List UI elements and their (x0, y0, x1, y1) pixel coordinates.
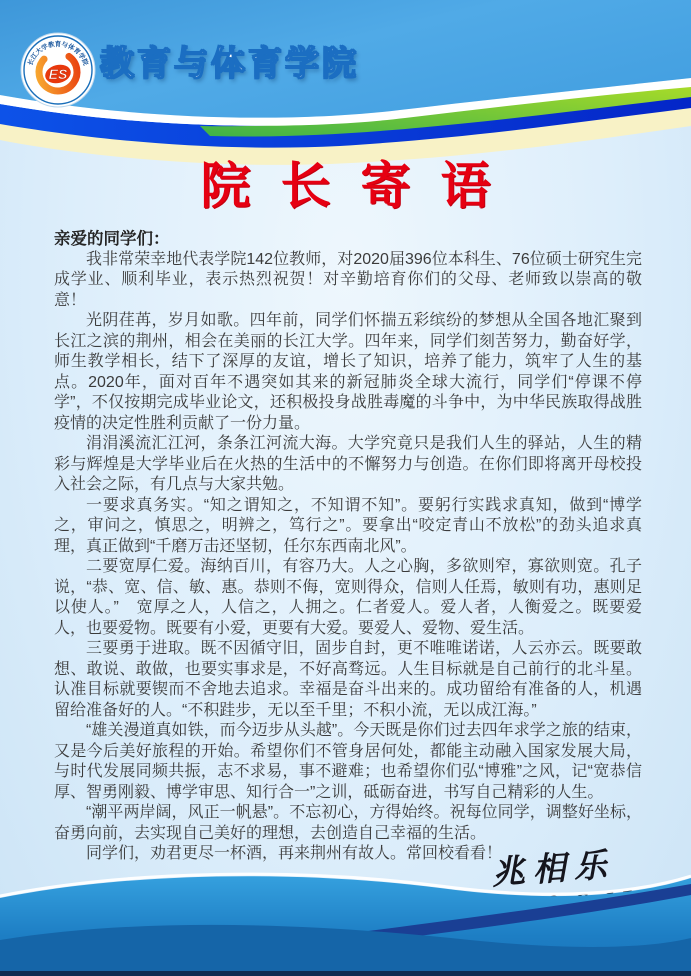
letter-body (54, 229, 642, 865)
salutation: 亲爱的同学们： (54, 230, 170, 248)
paragraph: 涓涓溪流汇江河，条条江河流大海。大学究竟只是我们人生的驿站，人生的精彩与辉煌是大学毕业后在火热的生活中的不懈努力与创造。在你们即将离开母校投入社会之际，有几点与大家共勉。 (54, 435, 642, 493)
paragraph: 我非常荣幸地代表学院142位教师，对2020届396位本科生、76位硕士研究生完成学业、顺利毕业，表示热烈祝贺！对辛勤培育你们的父母、老师致以崇高的敬意！ (54, 250, 642, 309)
paragraph: “雄关漫道真如铁，而今迈步从头越”。今天既是你们过去四年求学之旅的结束，又是今后美好旅程的开始。希望你们不管身居何处，都能主动融入国家发展大局，与时代发展同频共振，志不求易，事不避难；也希望你们弘“博雅”之风，记“宽恭信厚、智勇刚毅、博学审思、知行合一”之训，砥砺奋进，书写自己精彩的人生。 (54, 722, 642, 801)
page-title: 院长寄语 (200, 156, 521, 215)
paragraph: 同学们，劝君更尽一杯酒，再来荆州有故人。常回校看看！ (86, 845, 503, 862)
paragraph: 一要求真务实。“知之谓知之，不知谓不知”。要躬行实践求真知，做到“博学之，审问之，慎思之，明辨之，笃行之”。要拿出“咬定青山不放松”的劲头追求真理，真正做到“千磨万击还坚韧，任尔东西南北风”。 (54, 496, 642, 555)
footer-waves (0, 864, 691, 976)
paragraph: “潮平两岸阔，风正一帆悬”。不忘初心，方得始终。祝每位同学，调整好坐标，奋勇向前，去实现自己美好的理想，去创造自己幸福的生活。 (54, 804, 642, 842)
school-name: 教育与体育学院 (100, 45, 359, 83)
paragraph: 光阴荏苒，岁月如歌。四年前，同学们怀揣五彩缤纷的梦想从全国各地汇聚到长江之滨的荆州，相会在美丽的长江大学。四年来，同学们刻苦努力，勤奋好学，师生教学相长，结下了深厚的友谊，增长了知识，培养了能力，筑牢了人生的基点。2020年，面对百年不遇突如其来的新冠肺炎全球大流行，同学们“停课不停学”，不仅按期完成毕业论文，还积极投身战胜毒魔的斗争中，为中华民族取得战胜疫情的决定性胜利贡献了一份力量。 (54, 312, 642, 432)
logo-es-text: ES (48, 66, 68, 82)
paragraph: 三要勇于进取。既不因循守旧，固步自封，更不唯唯诺诺，人云亦云。既要敢想、敢说、敢做，也要实事求是，不好高骛远。人生目标就是自己前行的北斗星。认准目标就要锲而不舍地去追求。幸福是奋斗出来的。成功留给有准备的人，机遇留给准备好的人。“不积跬步，无以至千里；不积小流，无以成江海。” (54, 640, 642, 719)
signature-name: 兆相乐 (489, 844, 616, 893)
college-logo (20, 32, 96, 108)
logo-ring-text: 长江大学教育与体育学院 (27, 41, 89, 67)
paragraph: 二要宽厚仁爱。海纳百川，有容乃大。人之心胸，多欲则窄，寡欲则宽。孔子说，“恭、宽、信、敏、惠。恭则不侮，宽则得众，信则人任焉，敏则有功，惠则足以使人。” 宽厚之人，人信之，人拥之。仁者爱人。爱人者，人衡爱之。既要爱人，也要爱物。既要有小爱，更要有大爱。要爱人、爱物、爱生活。 (54, 558, 642, 637)
footer-navy-bar (0, 971, 691, 976)
